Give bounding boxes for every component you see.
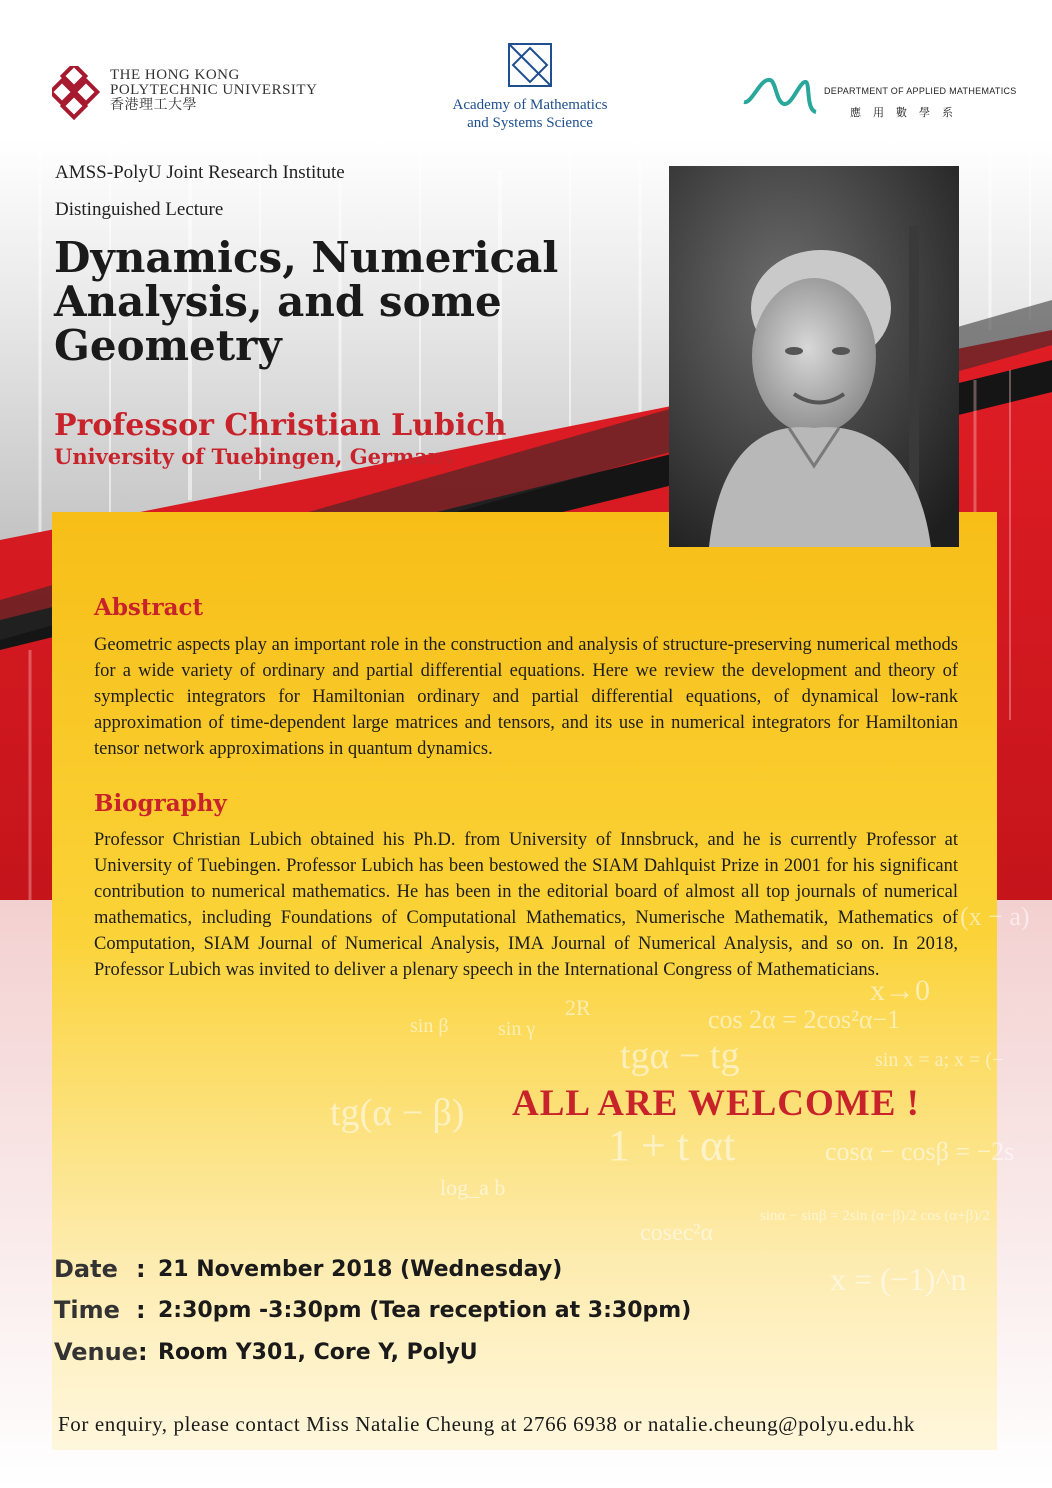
dept-emblem-icon (740, 72, 820, 122)
time-colon: : (136, 1296, 146, 1324)
formula-text: cos 2α = 2cos²α−1 (708, 1005, 901, 1034)
welcome-message: ALL ARE WELCOME ! (512, 1083, 920, 1124)
institute-name: AMSS-PolyU Joint Research Institute (55, 162, 345, 183)
formula-text: tgα − tg (620, 1035, 740, 1077)
polyu-logo (52, 66, 332, 126)
venue-colon: : (138, 1338, 148, 1366)
speaker-affiliation: University of Tuebingen, Germany (54, 444, 456, 469)
formula-text: sinα − sinβ = 2sin (α−β)/2 cos (α+β)/2 (760, 1208, 990, 1224)
speaker-name: Professor Christian Lubich (54, 408, 507, 443)
lecture-series: Distinguished Lecture (55, 199, 224, 220)
formula-text: sin x = a; x = (− (875, 1049, 1004, 1071)
speaker-portrait-image (669, 166, 959, 547)
formula-text: (x − a) (960, 902, 1030, 931)
title-line-1: Dynamics, Numerical (54, 233, 559, 282)
biography-heading: Biography (94, 790, 227, 817)
polyu-emblem-icon (52, 66, 106, 120)
formula-text: tg(α − β) (330, 1092, 465, 1134)
polyu-name (110, 68, 317, 113)
amss-logo (420, 40, 640, 140)
abstract-text: Geometric aspects play an important role in the construction and analysis of structure-preserving numerical methods for a wide variety of ordinary and partial differential equations. Here we review the development and theory of symplectic integrators for Hamiltonian ordinary and partial differential equations, of dynamical low-rank approximation of time-dependent large matrices and tensors, and its use in numerical integrators for Hamiltonian tensor network approximations in quantum dynamics. (94, 635, 958, 759)
formula-text: log_a b (440, 1175, 506, 1200)
polyu-name-zh: 香港理工大學 (110, 98, 197, 113)
title-line-2: Analysis, and some (54, 277, 502, 326)
venue-value: Room Y301, Core Y, PolyU (158, 1340, 478, 1365)
formula-text: sin γ (498, 1018, 536, 1040)
amss-name-line2: and Systems Science (467, 115, 593, 131)
date-colon: : (136, 1255, 146, 1283)
date-value: 21 November 2018 (Wednesday) (158, 1257, 563, 1282)
amss-emblem-icon (507, 42, 553, 88)
dept-logo (740, 70, 1020, 130)
time-value: 2:30pm -3:30pm (Tea reception at 3:30pm) (158, 1298, 692, 1323)
dept-name-en: DEPARTMENT OF APPLIED MATHEMATICS (824, 86, 1017, 96)
biography-text: Professor Christian Lubich obtained his Ph.D. from University of Innsbruck, and he is currently Professor at University of Tuebingen. Professor Lubich has been bestowed the SIAM Dahlquist Prize in 2001 for his significant contribution to numerical mathematics. He has been in the editorial board of almost all top journals of numerical mathematics, including Foundations of Computational Mathematics, Numerische Mathematik, Mathematics of Computation, SIAM Journal of Numerical Analysis, IMA Journal of Numerical Analysis, and so on. In 2018, Professor Lubich was invited to deliver a plenary speech in the International Congress of Mathematicians. (94, 830, 958, 980)
date-label: Date (54, 1255, 118, 1283)
polyu-name-line1: THE HONG KONG (110, 67, 240, 83)
amss-name-line1: Academy of Mathematics (452, 97, 608, 113)
title-line-3: Geometry (54, 321, 282, 370)
venue-label: Venue (54, 1338, 138, 1366)
speaker-photo (669, 166, 959, 547)
formula-text: 2R (565, 995, 591, 1020)
formula-text: 1 + t αt (608, 1121, 736, 1170)
amss-name (420, 96, 640, 132)
formula-text: x = (−1)^n (830, 1261, 967, 1297)
lecture-title (54, 233, 614, 370)
formula-text: cosα − cosβ = −2s (825, 1137, 1015, 1166)
enquiry-line: For enquiry, please contact Miss Natalie Cheung at 2766 6938 or natalie.cheung@polyu.edu.hk (58, 1412, 915, 1436)
formula-text: sin β (410, 1015, 449, 1037)
abstract-heading: Abstract (94, 594, 204, 621)
dept-name-zh: 應用數學系 (850, 107, 965, 119)
formula-text: cosec²α (640, 1220, 714, 1246)
polyu-name-line2: POLYTECHNIC UNIVERSITY (110, 82, 318, 98)
formula-text: x→0 (870, 974, 930, 1007)
time-label: Time (54, 1296, 120, 1324)
